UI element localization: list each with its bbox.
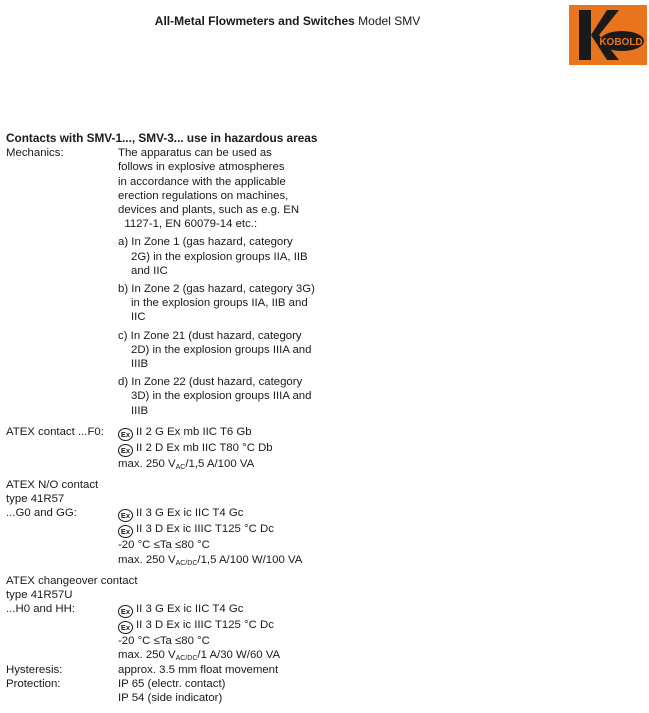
zone-item-line: in the explosion groups IIA, IIB and bbox=[131, 297, 308, 310]
ex-marking: II 3 D Ex ic IIIC T125 °C Dc bbox=[136, 619, 274, 632]
max-rating bbox=[118, 648, 636, 662]
header-title-bold: All-Metal Flowmeters and Switches bbox=[154, 14, 355, 28]
mechanics-intro-line: in accordance with the applicable bbox=[118, 175, 286, 188]
atex-f0-row bbox=[6, 425, 636, 471]
atex-co-label-line: type 41R57U bbox=[6, 589, 73, 602]
temp-range: -20 °C ≤Ta ≤80 °C bbox=[118, 539, 210, 552]
ex-symbol-icon: Ex bbox=[118, 509, 133, 522]
ex-marking: II 2 G Ex mb IIC T6 Gb bbox=[136, 425, 252, 438]
protection-label: Protection: bbox=[6, 677, 61, 690]
atex-no-label-line: type 41R57 bbox=[6, 493, 65, 506]
max-rating-text: /1,5 A/100 W/100 VA bbox=[197, 553, 303, 566]
ex-symbol-icon: Ex bbox=[118, 444, 133, 457]
spec-content bbox=[6, 131, 636, 705]
zone-item-line: IIIB bbox=[131, 404, 149, 417]
atex-f0-label: ATEX contact ...F0: bbox=[6, 425, 104, 438]
zone-item-a bbox=[118, 235, 331, 278]
header-title-model: Model SMV bbox=[354, 14, 421, 28]
ex-symbol-icon: Ex bbox=[118, 525, 133, 538]
zone-item-line: 2G) in the explosion groups IIA, IIB bbox=[131, 250, 308, 263]
atex-co-label-line: ATEX changeover contact bbox=[6, 574, 138, 587]
mechanics-intro-line: devices and plants, such as e.g. EN bbox=[118, 204, 300, 217]
hysteresis-row bbox=[6, 663, 636, 677]
ex-marking: II 3 G Ex ic IIC T4 Gc bbox=[136, 507, 244, 520]
max-rating-text: max. 250 V bbox=[118, 457, 176, 470]
mechanics-intro-line: follows in explosive atmospheres bbox=[118, 161, 285, 174]
atex-co-row bbox=[6, 574, 636, 663]
zone-item-line: and IIC bbox=[131, 264, 168, 277]
max-rating-text: max. 250 V bbox=[118, 649, 176, 662]
zone-item-line: d) In Zone 22 (dust hazard, category bbox=[118, 376, 303, 389]
hysteresis-value: approx. 3.5 mm float movement bbox=[118, 663, 279, 676]
atex-co-label bbox=[6, 574, 138, 663]
zone-item-b bbox=[118, 282, 331, 325]
atex-no-label-line: ATEX N/O contact bbox=[6, 479, 99, 492]
protection-row bbox=[6, 677, 636, 705]
max-rating bbox=[118, 457, 636, 471]
zone-item-line: b) In Zone 2 (gas hazard, category 3G) bbox=[118, 283, 315, 296]
max-rating-text: max. 250 V bbox=[118, 553, 176, 566]
hysteresis-label: Hysteresis: bbox=[6, 663, 63, 676]
ex-symbol-icon: Ex bbox=[118, 605, 133, 618]
mechanics-intro bbox=[118, 146, 318, 231]
mechanics-intro-line: The apparatus can be used as bbox=[118, 147, 272, 160]
atex-no-row bbox=[6, 478, 636, 567]
mechanics-label: Mechanics: bbox=[6, 147, 64, 160]
atex-no-label-line: ...G0 and GG: bbox=[6, 507, 77, 520]
zone-item-line: 3D) in the explosion groups IIIA and bbox=[131, 390, 312, 403]
zone-item-line: IIIB bbox=[131, 358, 149, 371]
protection-value: IP 65 (electr. contact) bbox=[118, 677, 226, 690]
atex-co-label-line: ...H0 and HH: bbox=[6, 603, 76, 616]
max-rating-text: /1 A/30 W/60 VA bbox=[197, 649, 281, 662]
temp-range: -20 °C ≤Ta ≤80 °C bbox=[118, 635, 210, 648]
max-rating-text: /1,5 A/100 VA bbox=[185, 457, 255, 470]
mechanics-intro-line: 1127-1, EN 60079-14 etc.: bbox=[124, 218, 258, 231]
max-rating-sub: AC/DC bbox=[175, 559, 198, 567]
ex-marking: II 3 G Ex ic IIC T4 Gc bbox=[136, 603, 244, 616]
kobold-logo bbox=[569, 5, 647, 65]
logo-text: KOBOLD bbox=[599, 37, 643, 48]
zone-item-line: IIC bbox=[131, 311, 146, 324]
mechanics-intro-line: erection regulations on machines, bbox=[118, 189, 289, 202]
zone-item-c bbox=[118, 329, 331, 372]
zone-item-line: 2D) in the explosion groups IIIA and bbox=[131, 343, 312, 356]
zone-item-d bbox=[118, 375, 331, 418]
logo-k-stem bbox=[579, 10, 591, 60]
page-header bbox=[0, 14, 575, 28]
ex-marking: II 3 D Ex ic IIIC T125 °C Dc bbox=[136, 523, 274, 536]
zone-item-line: c) In Zone 21 (dust hazard, category bbox=[118, 329, 302, 342]
zone-item-line: a) In Zone 1 (gas hazard, category bbox=[118, 236, 293, 249]
ex-symbol-icon: Ex bbox=[118, 621, 133, 634]
max-rating-sub: AC bbox=[175, 463, 186, 471]
max-rating-sub: AC/DC bbox=[175, 655, 198, 663]
ex-marking: II 2 D Ex mb IIC T80 °C Db bbox=[136, 441, 273, 454]
section-title: Contacts with SMV-1..., SMV-3... use in hazardous areas bbox=[6, 131, 318, 145]
mechanics-row bbox=[6, 146, 636, 418]
protection-value: IP 54 (side indicator) bbox=[118, 692, 223, 705]
ex-symbol-icon: Ex bbox=[118, 428, 133, 441]
max-rating bbox=[118, 553, 636, 567]
atex-no-label bbox=[6, 478, 118, 567]
